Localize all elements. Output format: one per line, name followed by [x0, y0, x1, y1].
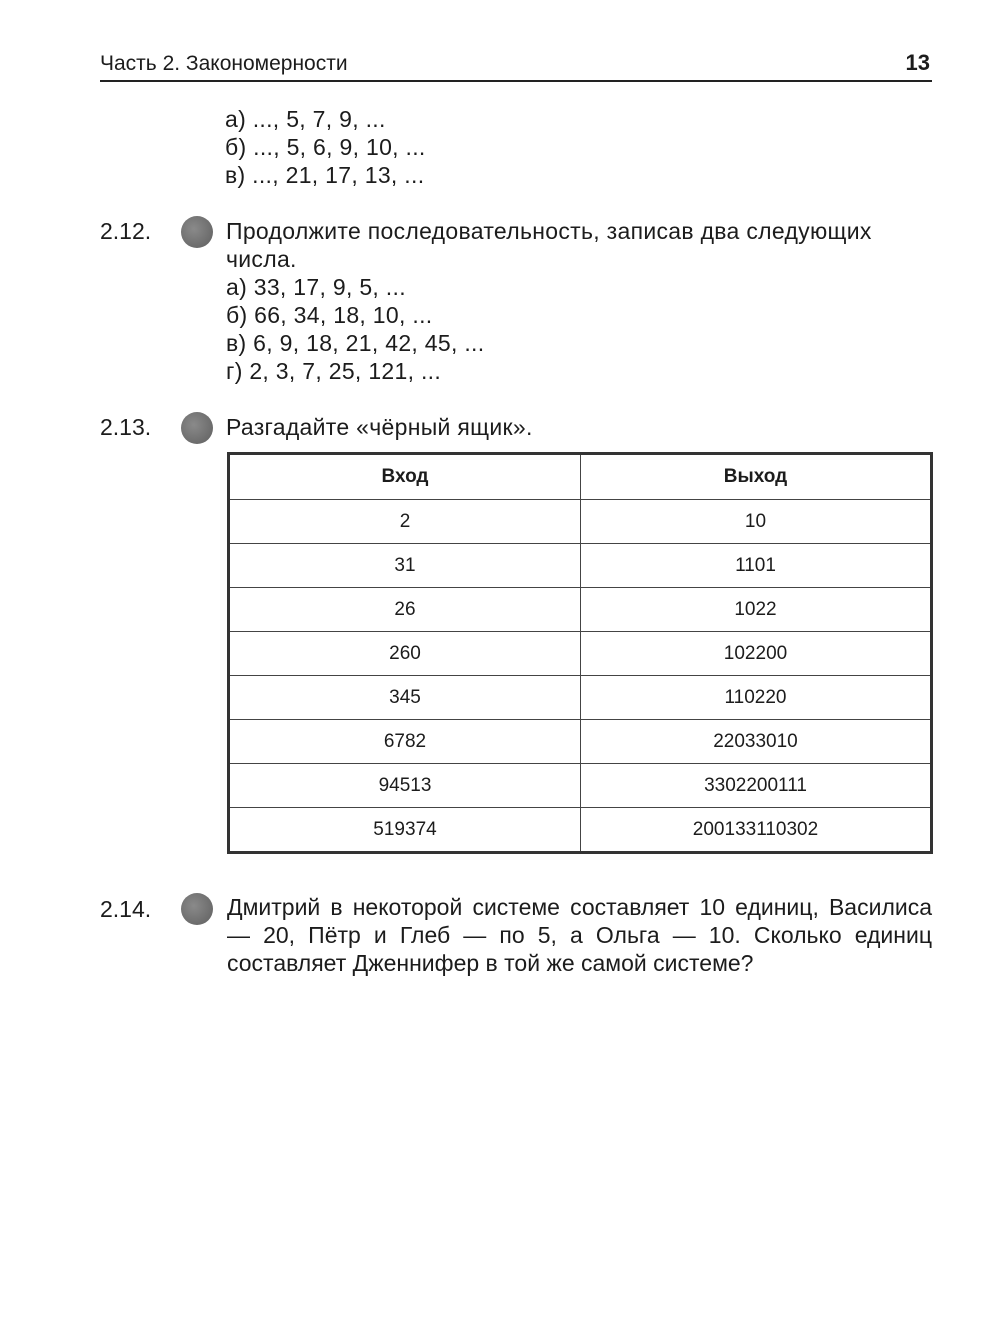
table-cell-input: 2 [229, 500, 581, 544]
table-cell-output: 1101 [581, 544, 932, 588]
table-cell-input: 31 [229, 544, 581, 588]
difficulty-circle-icon [181, 216, 213, 248]
table-cell-input: 260 [229, 632, 581, 676]
table-cell-input: 6782 [229, 720, 581, 764]
table-cell-output: 110220 [581, 676, 932, 720]
table-row [229, 720, 932, 764]
prev-item-a: а) ..., 5, 7, 9, ... [225, 106, 386, 132]
table-row [229, 544, 932, 588]
table-cell-output: 22033010 [581, 720, 932, 764]
column-header-output: Выход [581, 454, 932, 500]
page-number: 13 [905, 50, 930, 75]
table-row [229, 588, 932, 632]
task-2-12-item-b: б) 66, 34, 18, 10, ... [226, 302, 433, 328]
task-2-13-text: Разгадайте «чёрный ящик». [226, 414, 533, 440]
difficulty-circle-icon [181, 412, 213, 444]
table-cell-input: 94513 [229, 764, 581, 808]
table-cell-output: 10 [581, 500, 932, 544]
task-2-12-item-g: г) 2, 3, 7, 25, 121, ... [226, 358, 442, 384]
table-cell-output: 102200 [581, 632, 932, 676]
task-number-2-14: 2.14. [100, 896, 152, 922]
table-cell-input: 345 [229, 676, 581, 720]
task-number-2-13: 2.13. [100, 414, 152, 440]
table-cell-output: 3302200111 [581, 764, 932, 808]
table-row [229, 808, 932, 853]
table-cell-input: 519374 [229, 808, 581, 853]
prev-item-b: б) ..., 5, 6, 9, 10, ... [225, 134, 426, 160]
table-row [229, 676, 932, 720]
task-2-12-text-line2: числа. [226, 246, 297, 272]
page-header [100, 48, 932, 82]
table-cell-output: 200133110302 [581, 808, 932, 853]
black-box-table [227, 452, 933, 854]
column-header-input: Вход [229, 454, 581, 500]
chapter-title: Часть 2. Закономерности [100, 52, 348, 75]
task-2-12-item-v: в) 6, 9, 18, 21, 42, 45, ... [226, 330, 485, 356]
table-header-row [229, 454, 932, 500]
difficulty-circle-icon [181, 893, 213, 925]
task-2-12-item-a: а) 33, 17, 9, 5, ... [226, 274, 406, 300]
table-row [229, 632, 932, 676]
task-2-12-text-line1: Продолжите последовательность, записав два следующих [226, 218, 872, 244]
table-row [229, 764, 932, 808]
table-cell-input: 26 [229, 588, 581, 632]
prev-item-v: в) ..., 21, 17, 13, ... [225, 162, 425, 188]
table-row [229, 500, 932, 544]
table-cell-output: 1022 [581, 588, 932, 632]
task-number-2-12: 2.12. [100, 218, 152, 244]
task-2-14-text: Дмитрий в некоторой системе составляет 10 единиц, Василиса — 20, Пётр и Глеб — по 5, а Ольга — 10. Сколько единиц составляет Дженнифер в той же самой системе? [227, 894, 932, 976]
